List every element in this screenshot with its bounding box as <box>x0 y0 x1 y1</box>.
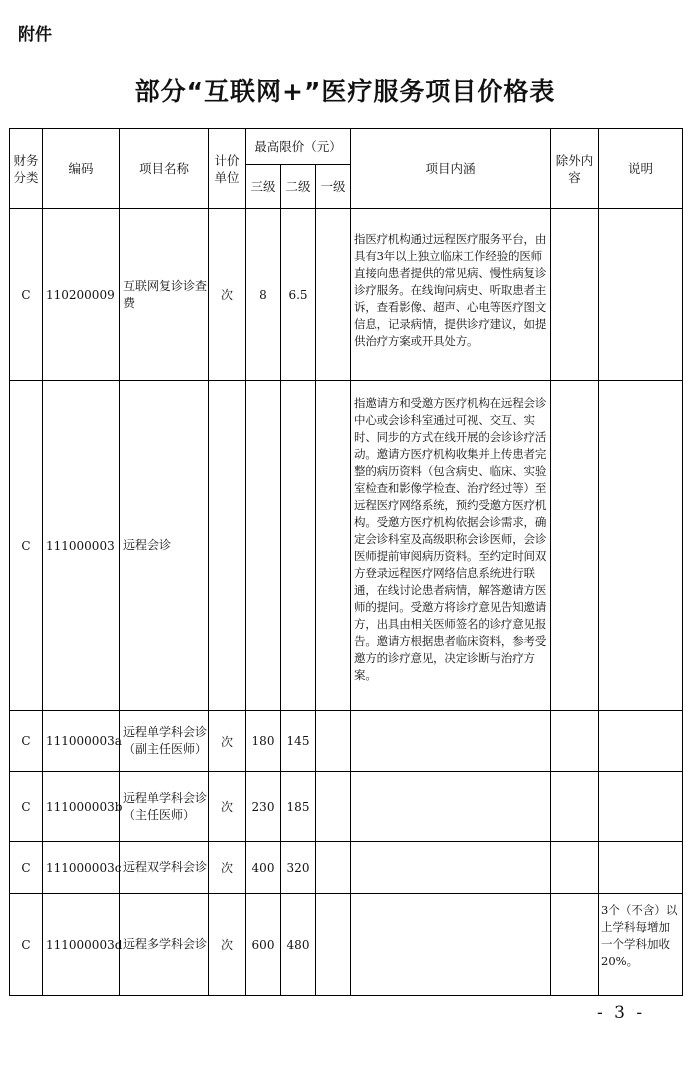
cell-note <box>599 842 683 894</box>
header-note: 说明 <box>599 129 683 209</box>
cell-category: C <box>10 772 43 842</box>
cell-content <box>351 711 551 772</box>
cell-name: 互联网复诊诊查费 <box>120 209 209 381</box>
header-level1: 一级 <box>316 165 351 209</box>
cell-exclusion <box>551 772 599 842</box>
cell-exclusion <box>551 381 599 711</box>
table-row <box>10 842 683 894</box>
cell-name: 远程多学科会诊 <box>120 894 209 996</box>
cell-level3: 180 <box>246 711 281 772</box>
cell-exclusion <box>551 209 599 381</box>
cell-level3: 600 <box>246 894 281 996</box>
header-level3: 三级 <box>246 165 281 209</box>
cell-level2: 6.5 <box>281 209 316 381</box>
cell-content: 指医疗机构通过远程医疗服务平台，由具有3年以上独立临床工作经验的医师直接向患者提供的常见病、慢性病复诊诊疗服务。在线询问病史、听取患者主诉，查看影像、超声、心电等医疗图文信息，记录病情，提供诊疗建议，如提供治疗方案或开具处方。 <box>351 209 551 381</box>
cell-note <box>599 772 683 842</box>
cell-code: 111000003c <box>43 842 120 894</box>
cell-level2: 480 <box>281 894 316 996</box>
cell-unit: 次 <box>209 772 246 842</box>
cell-category: C <box>10 711 43 772</box>
table-row <box>10 381 683 711</box>
cell-exclusion <box>551 894 599 996</box>
cell-name: 远程单学科会诊（主任医师） <box>120 772 209 842</box>
cell-content: 指邀请方和受邀方医疗机构在远程会诊中心或会诊科室通过可视、交互、实时、同步的方式在线开展的会诊诊疗活动。邀请方医疗机构收集并上传患者完整的病历资料（包含病史、临床、实验室检查和影像学检查、治疗经过等）至远程医疗网络系统，预约受邀方医疗机构。受邀方医疗机构依据会诊需求，确定会诊科室及高级职称会诊医师，会诊医师提前审阅病历资料。至约定时间双方登录远程医疗网络信息系统进行联通，在线讨论患者病情，解答邀请方医师的提问。受邀方将诊疗意见告知邀请方，出具由相关医师签名的诊疗意见报告。邀请方根据患者临床资料，参考受邀方的诊疗意见，决定诊断与治疗方案。 <box>351 381 551 711</box>
cell-name: 远程单学科会诊（副主任医师） <box>120 711 209 772</box>
cell-level2: 320 <box>281 842 316 894</box>
header-max-price: 最高限价（元） <box>246 129 351 165</box>
header-unit: 计价单位 <box>209 129 246 209</box>
cell-unit: 次 <box>209 711 246 772</box>
header-content: 项目内涵 <box>351 129 551 209</box>
cell-note <box>599 711 683 772</box>
cell-exclusion <box>551 711 599 772</box>
cell-level3 <box>246 381 281 711</box>
cell-level2 <box>281 381 316 711</box>
cell-unit: 次 <box>209 209 246 381</box>
header-category: 财务分类 <box>10 129 43 209</box>
cell-unit: 次 <box>209 894 246 996</box>
header-name: 项目名称 <box>120 129 209 209</box>
cell-level2: 145 <box>281 711 316 772</box>
header-level2: 二级 <box>281 165 316 209</box>
header-exclusion: 除外内容 <box>551 129 599 209</box>
price-table <box>9 128 683 996</box>
cell-exclusion <box>551 842 599 894</box>
cell-level1 <box>316 772 351 842</box>
cell-unit: 次 <box>209 842 246 894</box>
cell-level3: 400 <box>246 842 281 894</box>
cell-name: 远程双学科会诊 <box>120 842 209 894</box>
page-number: - 3 - <box>597 1003 646 1023</box>
cell-code: 110200009 <box>43 209 120 381</box>
cell-level2: 185 <box>281 772 316 842</box>
cell-note <box>599 381 683 711</box>
cell-level1 <box>316 894 351 996</box>
cell-level1 <box>316 711 351 772</box>
cell-level3: 8 <box>246 209 281 381</box>
cell-code: 111000003d <box>43 894 120 996</box>
cell-category: C <box>10 381 43 711</box>
cell-content <box>351 842 551 894</box>
cell-code: 111000003b <box>43 772 120 842</box>
cell-content <box>351 894 551 996</box>
cell-level1 <box>316 842 351 894</box>
cell-note: 3个（不含）以上学科每增加一个学科加收20%。 <box>599 894 683 996</box>
header-code: 编码 <box>43 129 120 209</box>
cell-code: 111000003 <box>43 381 120 711</box>
table-row <box>10 209 683 381</box>
table-row <box>10 772 683 842</box>
cell-level1 <box>316 381 351 711</box>
cell-category: C <box>10 894 43 996</box>
cell-level3: 230 <box>246 772 281 842</box>
cell-category: C <box>10 209 43 381</box>
table-row <box>10 894 683 996</box>
cell-level1 <box>316 209 351 381</box>
document-title: 部分“互联网+”医疗服务项目价格表 <box>134 77 556 106</box>
cell-unit <box>209 381 246 711</box>
cell-content <box>351 772 551 842</box>
cell-name: 远程会诊 <box>120 381 209 711</box>
cell-category: C <box>10 842 43 894</box>
attachment-label: 附件 <box>18 25 52 45</box>
table-row <box>10 711 683 772</box>
cell-note <box>599 209 683 381</box>
cell-code: 111000003a <box>43 711 120 772</box>
